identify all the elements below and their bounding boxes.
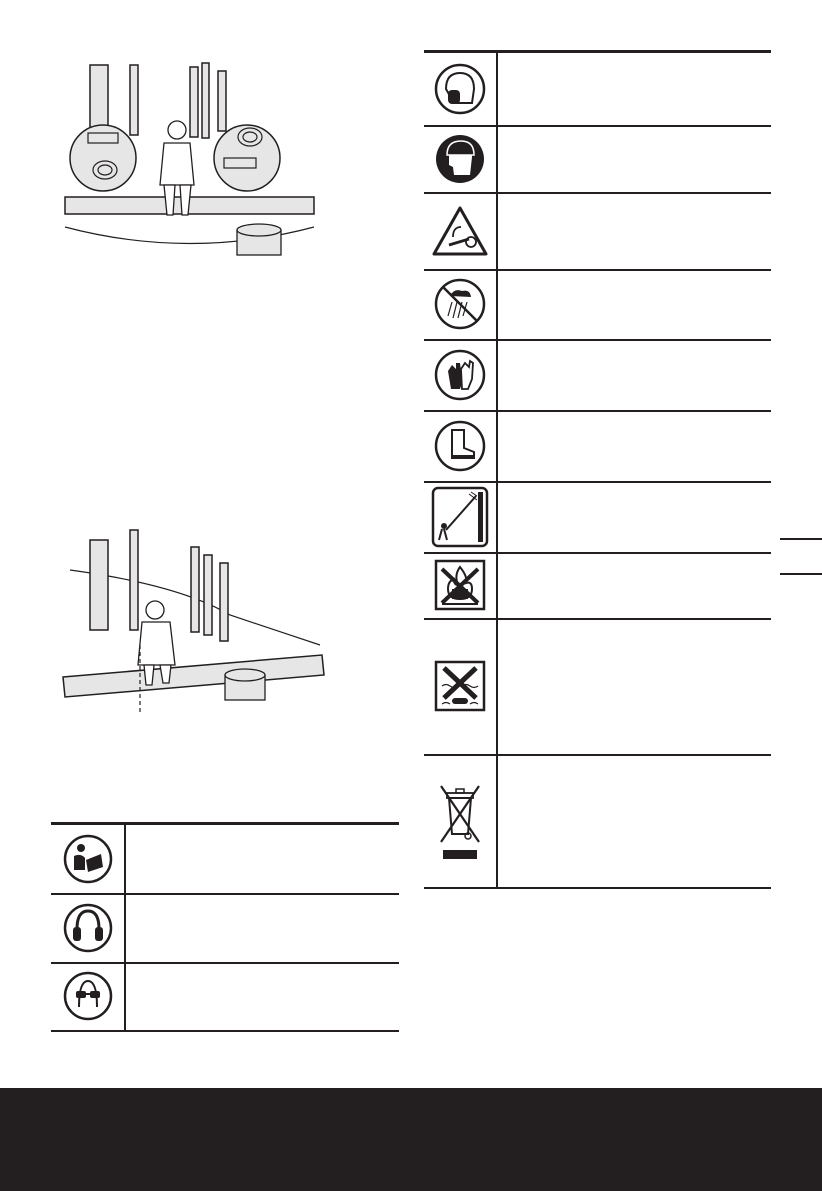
weee-crossed-bin-icon xyxy=(435,780,485,862)
do-not-dispose-in-water-icon xyxy=(434,660,486,712)
wear-gloves-icon xyxy=(434,349,486,401)
head-protection-icon xyxy=(434,133,486,185)
symbol-row xyxy=(424,481,771,554)
symbol-row xyxy=(51,825,399,895)
ear-protection-icon xyxy=(63,903,113,953)
symbol-description xyxy=(131,962,399,1030)
do-not-expose-to-rain-icon xyxy=(434,278,486,330)
read-manual-icon xyxy=(63,834,113,884)
symbol-description xyxy=(504,410,771,481)
symbol-description xyxy=(504,552,771,618)
symbol-row xyxy=(51,962,399,1032)
symbol-description xyxy=(131,893,399,962)
eye-protection-icon xyxy=(63,971,113,1021)
symbol-description xyxy=(504,339,771,410)
symbol-description xyxy=(131,825,399,893)
cutting-log-on-slope-illustration xyxy=(60,525,330,720)
wear-boots-icon xyxy=(434,420,486,472)
kickback-warning-icon xyxy=(431,205,489,257)
symbol-row xyxy=(424,125,771,194)
symbol-description xyxy=(504,618,771,754)
right-symbol-table xyxy=(424,50,771,889)
symbol-row xyxy=(424,754,771,889)
symbol-row xyxy=(424,192,771,271)
symbol-row xyxy=(424,618,771,756)
respirator-mask-icon xyxy=(434,63,486,115)
symbol-description xyxy=(504,53,771,125)
symbol-row xyxy=(424,53,771,127)
left-symbol-table xyxy=(51,822,399,1032)
symbol-row xyxy=(424,339,771,412)
symbol-description xyxy=(504,754,771,887)
do-not-burn-battery-icon xyxy=(434,559,486,611)
symbol-row xyxy=(424,269,771,341)
symbol-description xyxy=(504,125,771,192)
symbol-description xyxy=(504,481,771,552)
cutting-log-on-ground-illustration xyxy=(60,55,320,270)
symbol-row xyxy=(51,893,399,964)
symbol-description xyxy=(504,192,771,269)
symbol-row xyxy=(424,552,771,620)
symbol-description xyxy=(504,269,771,339)
thumb-tab-bottom-mark xyxy=(780,573,822,575)
footer-bar xyxy=(0,1088,822,1191)
symbol-row xyxy=(424,410,771,483)
overhead-cutting-icon xyxy=(431,486,489,548)
thumb-tab-top-mark xyxy=(780,538,822,540)
